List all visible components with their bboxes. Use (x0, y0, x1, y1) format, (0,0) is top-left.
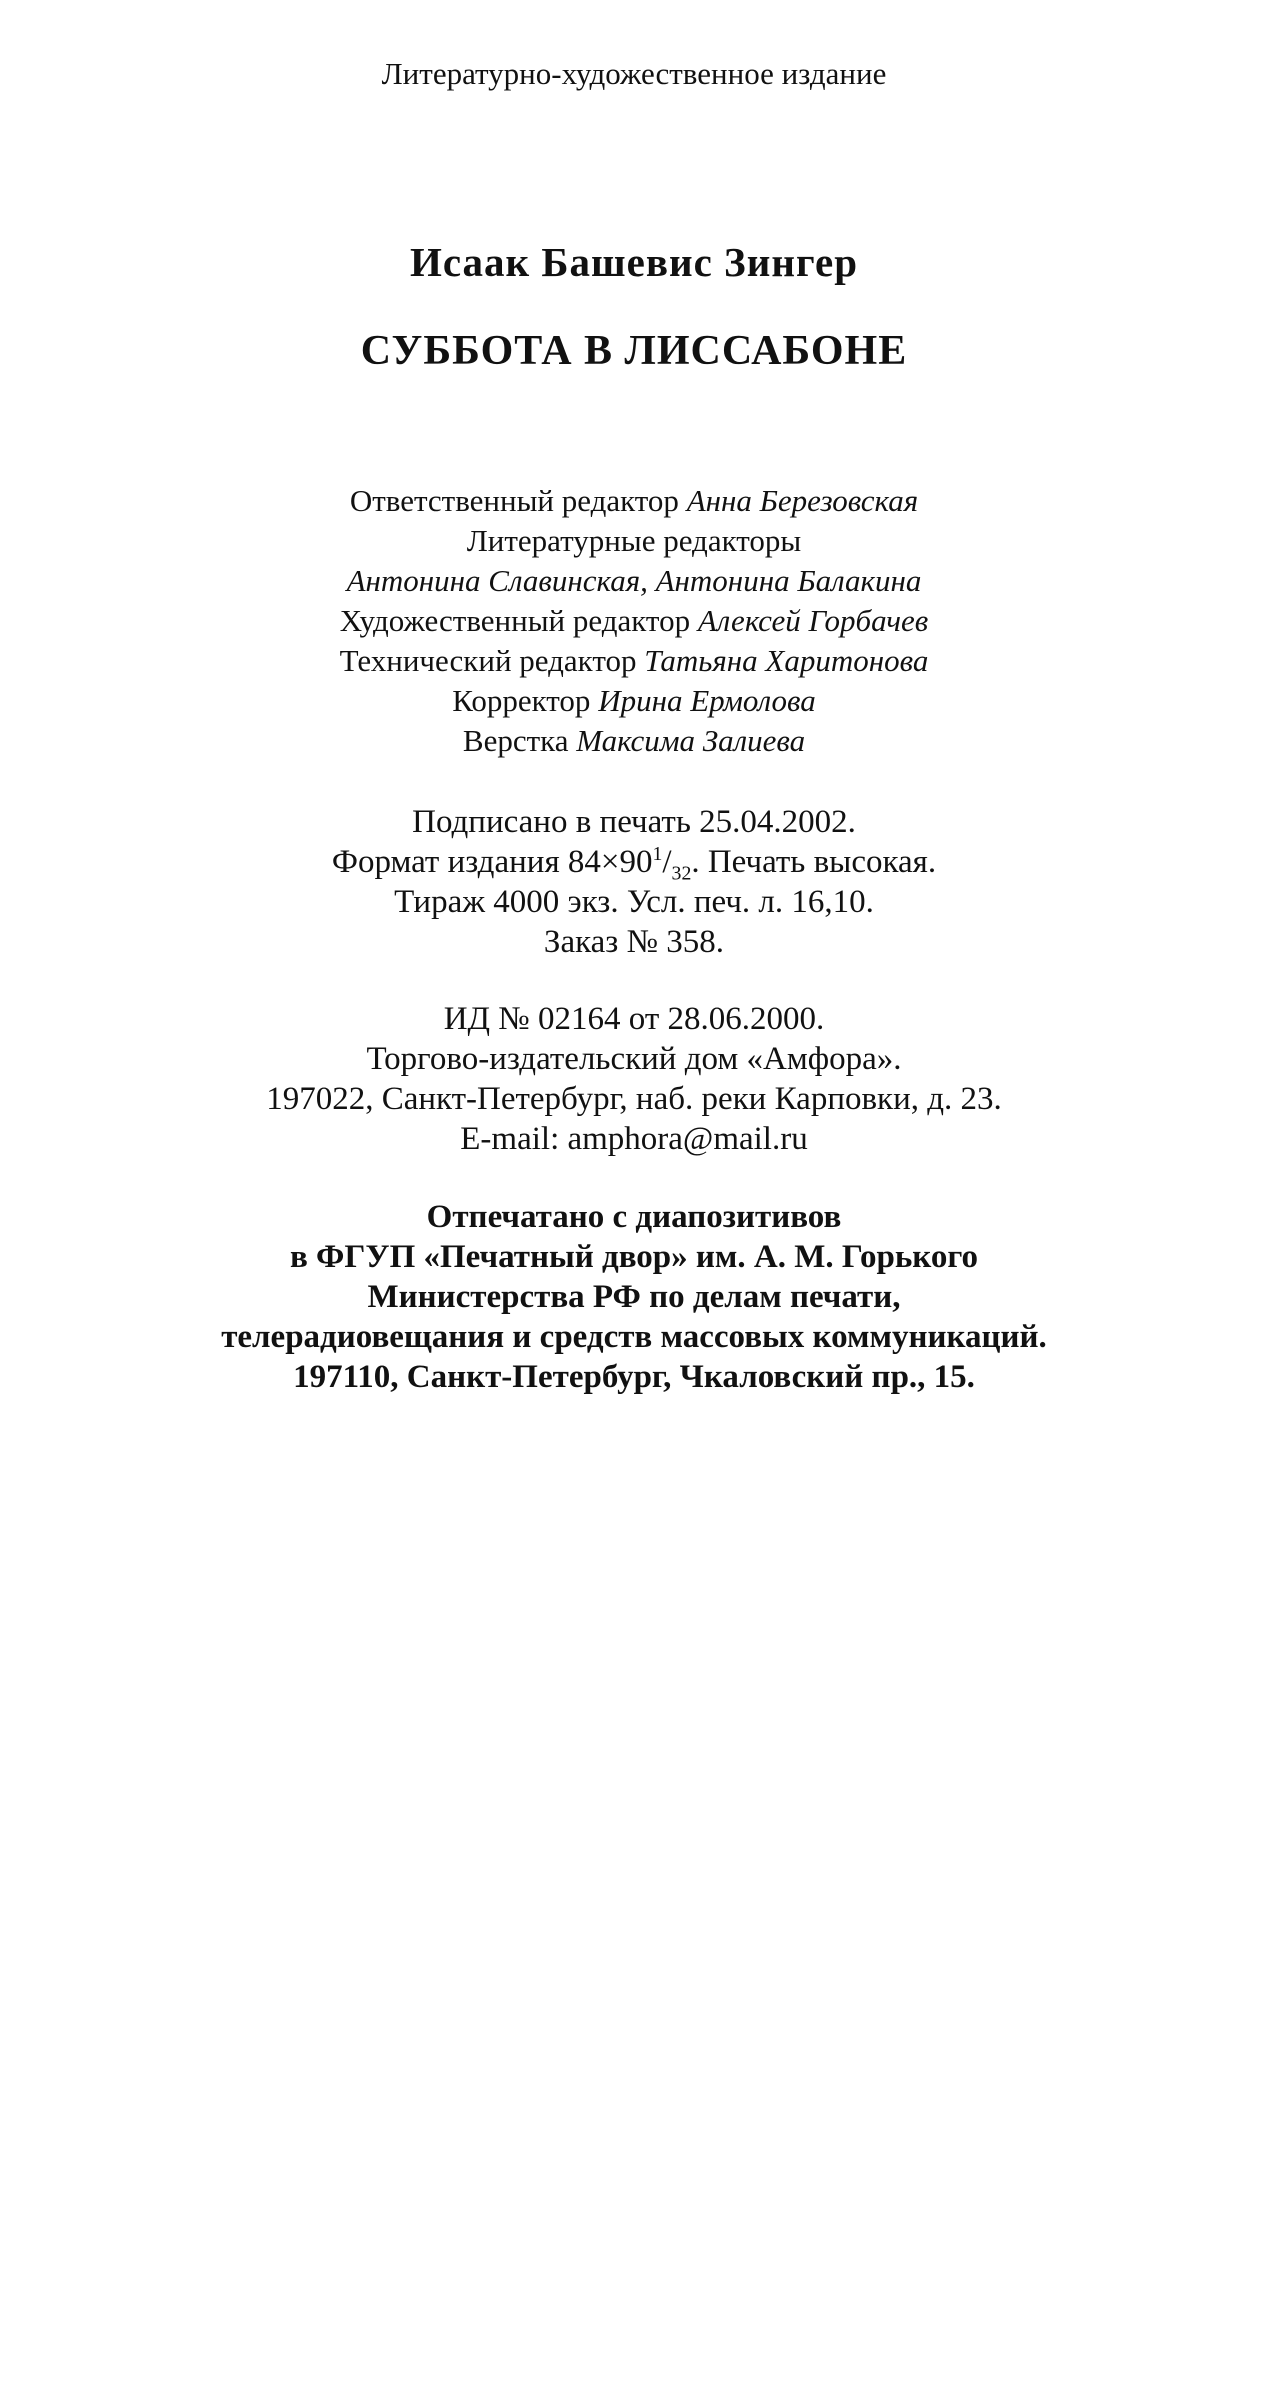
credit-line-literary-editors (0, 525, 1268, 556)
printer-line-4: телерадиовещания и средств массовых коммуникаций. (221, 1319, 1047, 1355)
format-denominator: 32 (671, 862, 692, 885)
credit-person: Татьяна Харитонова (644, 643, 929, 678)
format-numerator: 1 (652, 843, 663, 865)
credit-role: Ответственный редактор (349, 483, 687, 518)
format-slash: / (662, 844, 672, 880)
credit-person: Алексей Горбачев (697, 603, 929, 638)
book-title: СУББОТА В ЛИССАБОНЕ (360, 328, 908, 374)
printer-line-3: Министерства РФ по делам печати, (367, 1279, 901, 1315)
credit-line-executive-editor (0, 485, 1268, 516)
book-author: Исаак Башевис Зингер (409, 239, 859, 285)
credit-line-literary-editors-names (0, 565, 1268, 596)
credit-line-art-editor (0, 605, 1268, 636)
printer-address: 197110, Санкт-Петербург, Чкаловский пр., 15. (293, 1359, 975, 1395)
credit-line-proofreader (0, 685, 1268, 716)
publisher-email: E-mail: amphora@mail.ru (460, 1121, 808, 1157)
credit-role: Технический редактор (339, 643, 645, 678)
format-prefix: Формат издания 84×90 (331, 844, 653, 880)
publisher-license: ИД № 02164 от 28.06.2000. (443, 1001, 825, 1037)
credit-role: Литературные редакторы (466, 523, 802, 558)
publisher-address: 197022, Санкт-Петербург, наб. реки Карповки, д. 23. (266, 1081, 1002, 1117)
publisher-name: Торгово-издательский дом «Амфора». (366, 1041, 902, 1077)
credit-line-layout (0, 725, 1268, 756)
signed-date: Подписано в печать 25.04.2002. (412, 804, 856, 840)
format-suffix: . Печать высокая. (691, 844, 937, 880)
credit-person: Максима Залиева (576, 723, 806, 758)
credit-person: Ирина Ермолова (598, 683, 816, 718)
order-number: Заказ № 358. (543, 924, 725, 960)
credit-role: Верстка (462, 723, 577, 758)
edition-type: Литературно-художественное издание (381, 56, 887, 91)
credit-role: Корректор (452, 683, 599, 718)
format-line (0, 843, 1268, 885)
credit-person: Анна Березовская (686, 483, 919, 518)
credit-line-technical-editor (0, 645, 1268, 676)
printer-line-1: Отпечатано с диапозитивов (426, 1199, 842, 1235)
credit-role: Художественный редактор (339, 603, 698, 638)
circulation: Тираж 4000 экз. Усл. печ. л. 16,10. (394, 884, 874, 920)
printer-line-2: в ФГУП «Печатный двор» им. А. М. Горького (289, 1239, 979, 1275)
credit-person: Антонина Славинская, Антонина Балакина (346, 563, 922, 598)
